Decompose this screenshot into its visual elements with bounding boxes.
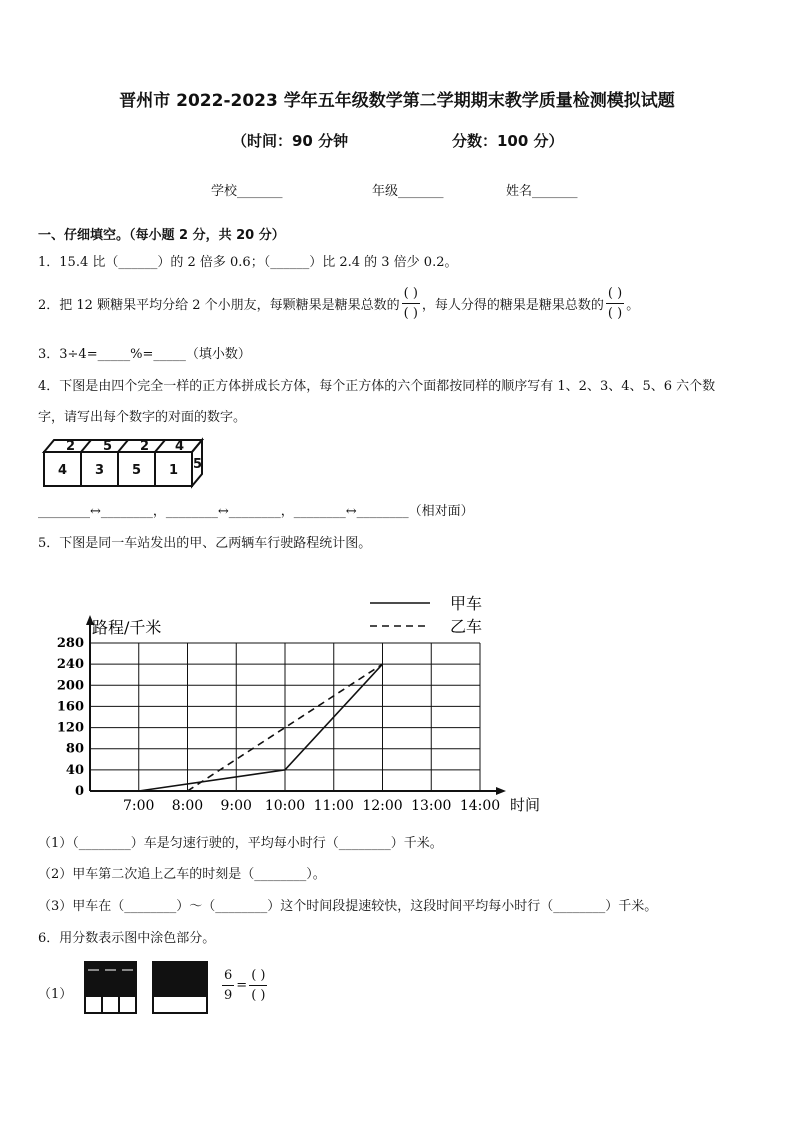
chart-grid	[86, 615, 506, 795]
x-axis-label: 时间	[510, 796, 541, 814]
answer-fraction-denominator: ( )	[251, 988, 266, 1003]
question-1: 1．15.4 比（______）的 2 倍多 0.6；（______）比 2.4 的 3 倍少 0.2。	[38, 255, 458, 270]
question-2	[38, 284, 639, 323]
section-heading: 一、仔细填空。（每小题 2 分，共 20 分）	[38, 228, 285, 243]
question-5: 5．下图是同一车站发出的甲、乙两辆车行驶路程统计图。	[38, 536, 372, 551]
cube-top-face-3: 2	[140, 439, 150, 454]
question-2-text-b: ，每人分得的糖果是糖果总数的	[421, 298, 604, 313]
shaded-grid-3x3	[84, 961, 138, 1015]
y-tick-label: 0	[74, 784, 84, 799]
given-fraction	[222, 966, 234, 1005]
exam-time: （时间：90 分钟	[232, 132, 349, 150]
answer-fraction	[249, 966, 267, 1005]
cube-front-face-2: 3	[95, 463, 105, 478]
shaded-grid-rows	[152, 961, 208, 1015]
x-tick-label: 12:00	[362, 798, 403, 814]
x-axis-arrow	[496, 787, 506, 795]
question-4-line-1: 4．下图是由四个完全一样的正方体拼成长方体，每个正方体的六个面都按同样的顺序写有 1、2、3、4、5、6 六个数	[38, 379, 716, 394]
cube-side-face: 5	[193, 457, 203, 472]
x-tick-label: 13:00	[411, 798, 452, 814]
given-fraction-denominator: 9	[224, 988, 233, 1003]
question-5-3: （3）甲车在（________）～（________）这个时间段提速较快，这段时间平均每小时行（________）千米。	[38, 899, 658, 914]
name-field: 姓名_______	[506, 184, 578, 199]
question-6-1-label: （1）	[38, 987, 73, 1002]
exam-score: 分数：100 分）	[452, 132, 564, 150]
question-5-1: （1）（________）车是匀速行驶的，平均每小时行（________）千米。	[38, 836, 443, 851]
given-fraction-numerator: 6	[222, 966, 234, 986]
chart-ticks	[57, 636, 500, 814]
question-4-answer: ________↔________，________↔________，________↔________（相对面）	[38, 504, 474, 519]
x-tick-label: 10:00	[264, 798, 306, 814]
y-axis-label: 路程/千米	[92, 618, 162, 637]
legend-label-2: 乙车	[450, 617, 483, 636]
question-3: 3．3÷4=_____%=_____（填小数）	[38, 347, 251, 362]
fraction-blank-2-denominator: ( )	[607, 306, 623, 321]
question-2-text-a: 2．把 12 颗糖果平均分给 2 个小朋友，每颗糖果是糖果总数的	[38, 298, 400, 313]
x-tick-label: 14:00	[459, 798, 501, 814]
cube-top-face-4: 4	[175, 439, 185, 454]
cube-front-face-4: 1	[169, 463, 179, 478]
school-field: 学校_______	[211, 184, 283, 199]
fraction-blank-1	[402, 284, 420, 323]
equals-sign: =	[236, 978, 248, 993]
question-5-2: （2）甲车第二次追上乙车的时刻是（________）。	[38, 867, 326, 882]
cube-front-face-1: 4	[58, 463, 68, 478]
y-tick-label: 240	[56, 657, 84, 673]
chart-legend	[370, 594, 482, 636]
fraction-blank-1-denominator: ( )	[403, 306, 418, 321]
fraction-blank-1-numerator: ( )	[402, 284, 420, 304]
question-4-line-2: 字，请写出每个数字的对面的数字。	[38, 410, 247, 425]
distance-chart	[40, 585, 560, 820]
y-tick-label: 160	[56, 699, 84, 715]
y-tick-label: 40	[65, 762, 84, 778]
answer-fraction-numerator: ( )	[249, 966, 267, 986]
grade-field: 年级_______	[372, 184, 444, 199]
cube-top-face-1: 2	[66, 439, 76, 454]
y-tick-label: 80	[65, 741, 84, 757]
legend-label-1: 甲车	[450, 594, 483, 613]
cube-top-face-2: 5	[103, 439, 113, 454]
x-tick-label: 9:00	[220, 798, 252, 814]
y-tick-label: 200	[56, 678, 84, 694]
y-tick-label: 120	[56, 720, 84, 736]
x-tick-label: 8:00	[171, 798, 204, 814]
question-2-end: 。	[626, 298, 640, 313]
x-tick-label: 7:00	[123, 798, 155, 814]
fraction-blank-2	[606, 284, 624, 323]
fraction-blank-2-numerator: ( )	[606, 284, 624, 304]
question-6-1-equation	[220, 966, 269, 1005]
y-tick-label: 280	[56, 636, 84, 651]
cuboid-figure	[40, 436, 210, 490]
page-title: 晋州市 2022-2023 学年五年级数学第二学期期末教学质量检测模拟试题	[119, 91, 675, 111]
x-tick-label: 11:00	[313, 798, 354, 814]
question-6: 6．用分数表示图中涂色部分。	[38, 931, 216, 946]
cube-front-face-3: 5	[132, 463, 142, 478]
